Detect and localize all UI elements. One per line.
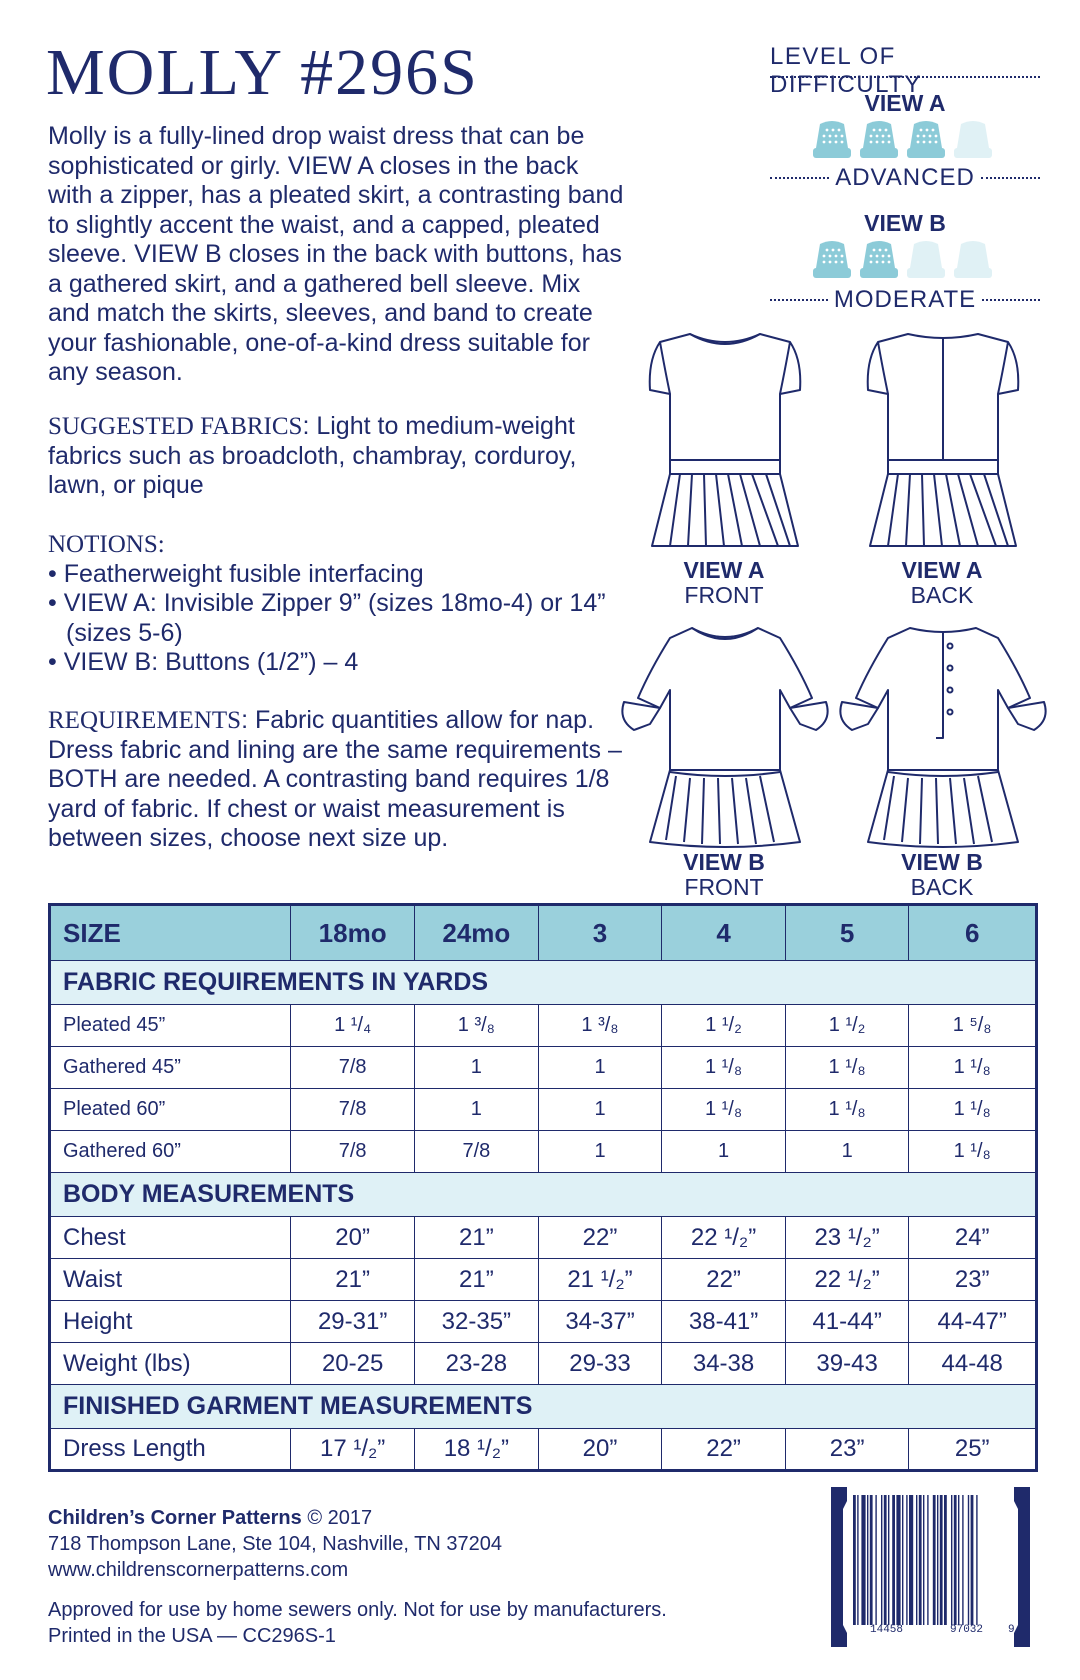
- view-b-back-caption: VIEW B BACK: [901, 849, 983, 900]
- table-header-row: [50, 905, 1037, 961]
- view-a-front-illustration: [630, 320, 820, 550]
- size-chart-table: [48, 903, 1038, 1472]
- table-cell: 22 ¹/₂”: [785, 1259, 909, 1301]
- requirements-text: : Fabric quantities allow for nap. Dress fabric and lining are the same requirements – BOTH are needed. A contrasting band requires 1/8 yard of fabric. If chest or waist measurement is between sizes, choose next size up.: [48, 706, 622, 852]
- table-cell: 29-31”: [291, 1301, 415, 1343]
- list-item: • VIEW A: Invisible Zipper 9” (sizes 18mo-4) or 14” (sizes 5-6): [48, 589, 606, 647]
- table-cell: 21”: [415, 1217, 539, 1259]
- table-cell: 41-44”: [785, 1301, 909, 1343]
- column-header: 6: [909, 905, 1037, 961]
- print-note: Printed in the USA — CC296S-1: [48, 1625, 336, 1647]
- thimble-filled-icon: [812, 238, 852, 285]
- view-b-level: [770, 286, 1040, 314]
- table-cell: 39-43: [785, 1343, 909, 1385]
- notions-list: [48, 560, 628, 678]
- table-cell: 38-41”: [662, 1301, 786, 1343]
- table-row: [50, 1047, 1037, 1089]
- table-cell: 21”: [291, 1259, 415, 1301]
- table-cell: 1: [538, 1047, 662, 1089]
- table-row: [50, 1301, 1037, 1343]
- table-row: [50, 1005, 1037, 1047]
- table-cell: 20”: [538, 1429, 662, 1471]
- row-label: Chest: [50, 1217, 291, 1259]
- table-cell: 22”: [538, 1217, 662, 1259]
- table-cell: 44-47”: [909, 1301, 1037, 1343]
- list-item: • VIEW B: Buttons (1/2”) – 4: [48, 648, 359, 676]
- suggested-fabrics: [48, 412, 628, 501]
- section-header-row: [50, 961, 1037, 1005]
- thimble-empty-icon: [906, 238, 946, 285]
- company-name: Children’s Corner Patterns: [48, 1507, 302, 1529]
- barcode-digit: 6: [837, 1624, 844, 1636]
- column-header: 5: [785, 905, 909, 961]
- table-cell: 1 ¹/₄: [291, 1005, 415, 1047]
- table-cell: 17 ¹/₂”: [291, 1429, 415, 1471]
- table-cell: 25”: [909, 1429, 1037, 1471]
- view-a-thimble-rating: [812, 118, 993, 165]
- table-cell: 7/8: [291, 1131, 415, 1173]
- row-label: Weight (lbs): [50, 1343, 291, 1385]
- table-cell: 21”: [415, 1259, 539, 1301]
- fabrics-text: : Light to medium-weight fabrics such as broadcloth, chambray, corduroy, lawn, or pique: [48, 412, 577, 499]
- column-header: SIZE: [50, 905, 291, 961]
- table-cell: 29-33: [538, 1343, 662, 1385]
- section-header-row: [50, 1385, 1037, 1429]
- section-title: FINISHED GARMENT MEASUREMENTS: [50, 1385, 1037, 1429]
- table-cell: 1 ³/₈: [538, 1005, 662, 1047]
- table-cell: 1 ¹/₈: [662, 1047, 786, 1089]
- table-cell: 1 ¹/₈: [909, 1089, 1037, 1131]
- company-website[interactable]: www.childrenscornerpatterns.com: [48, 1559, 349, 1581]
- section-title: BODY MEASUREMENTS: [50, 1173, 1037, 1217]
- table-cell: 1 ¹/₈: [662, 1089, 786, 1131]
- view-b-back-illustration: [838, 620, 1048, 850]
- list-item: • Featherweight fusible interfacing: [48, 559, 424, 588]
- table-cell: 1 ¹/₂: [785, 1005, 909, 1047]
- column-header: 24mo: [415, 905, 539, 961]
- section-title: FABRIC REQUIREMENTS IN YARDS: [50, 961, 1037, 1005]
- thimble-filled-icon: [859, 118, 899, 165]
- table-cell: 1 ³/₈: [415, 1005, 539, 1047]
- row-label: Gathered 45”: [50, 1047, 291, 1089]
- table-cell: 23-28: [415, 1343, 539, 1385]
- table-cell: 1: [785, 1131, 909, 1173]
- view-b-front-caption: VIEW B FRONT: [683, 849, 765, 900]
- company-address: 718 Thompson Lane, Ste 104, Nashville, TN 37204: [48, 1533, 503, 1555]
- requirements-heading: REQUIREMENTS: [48, 707, 242, 734]
- difficulty-title: LEVEL OF DIFFICULTY: [770, 43, 922, 98]
- table-cell: 23”: [909, 1259, 1037, 1301]
- table-cell: 7/8: [415, 1131, 539, 1173]
- column-header: 18mo: [291, 905, 415, 961]
- barcode: [823, 1487, 1038, 1647]
- row-label: Height: [50, 1301, 291, 1343]
- notions-section: [48, 530, 628, 678]
- thimble-filled-icon: [906, 118, 946, 165]
- row-label: Gathered 60”: [50, 1131, 291, 1173]
- publisher-footer: [48, 1505, 768, 1649]
- table-cell: 32-35”: [415, 1301, 539, 1343]
- view-a-back-caption: VIEW A BACK: [901, 557, 983, 608]
- table-cell: 20-25: [291, 1343, 415, 1385]
- table-row: [50, 1089, 1037, 1131]
- view-b-thimble-rating: [812, 238, 993, 285]
- table-row: [50, 1131, 1037, 1173]
- column-header: 4: [662, 905, 786, 961]
- fabrics-heading: SUGGESTED FABRICS: [48, 413, 303, 440]
- barcode-digits: 14458: [870, 1624, 904, 1636]
- divider: [770, 76, 1040, 78]
- table-cell: 22”: [662, 1259, 786, 1301]
- view-a-back-illustration: [848, 320, 1038, 550]
- table-cell: 20”: [291, 1217, 415, 1259]
- table-cell: 1 ⁵/₈: [909, 1005, 1037, 1047]
- table-cell: 34-38: [662, 1343, 786, 1385]
- row-label: Waist: [50, 1259, 291, 1301]
- table-cell: 23”: [785, 1429, 909, 1471]
- barcode-digit: 9: [1008, 1624, 1015, 1636]
- table-cell: 21 ¹/₂”: [538, 1259, 662, 1301]
- table-cell: 1 ¹/₈: [909, 1131, 1037, 1173]
- table-cell: 1: [538, 1131, 662, 1173]
- table-row: [50, 1259, 1037, 1301]
- thimble-filled-icon: [812, 118, 852, 165]
- table-cell: 1: [415, 1047, 539, 1089]
- company-line: [48, 1505, 768, 1531]
- table-row: [50, 1217, 1037, 1259]
- table-cell: 22”: [662, 1429, 786, 1471]
- pattern-title: MOLLY #296S: [46, 36, 479, 109]
- thimble-empty-icon: [953, 238, 993, 285]
- table-cell: 1 ¹/₂: [662, 1005, 786, 1047]
- view-a-difficulty-label: VIEW A: [864, 90, 946, 116]
- table-cell: 23 ¹/₂”: [785, 1217, 909, 1259]
- table-cell: 24”: [909, 1217, 1037, 1259]
- usage-note: Approved for use by home sewers only. Not for use by manufacturers.: [48, 1599, 667, 1621]
- view-b-difficulty-label: VIEW B: [864, 210, 946, 236]
- intro-paragraph: Molly is a fully-lined drop waist dress that can be sophisticated or girly. VIEW A closes in the back with a zipper, has a pleated skirt, a contrasting band to slightly accent the waist, and a capped, pleated sleeve. VIEW B closes in the back with buttons, has a gathered skirt, and a gathered bell sleeve. Mix and match the skirts, sleeves, and band to create your fashionable, one-of-a-kind dress suitable for any season.: [48, 122, 624, 386]
- copyright: © 2017: [301, 1507, 373, 1529]
- table-cell: 1: [538, 1089, 662, 1131]
- table-row: [50, 1343, 1037, 1385]
- table-cell: 1: [415, 1089, 539, 1131]
- column-header: 3: [538, 905, 662, 961]
- view-a-front-caption: VIEW A FRONT: [683, 557, 765, 608]
- table-row: [50, 1429, 1037, 1471]
- barcode-digits: 97032: [950, 1624, 984, 1636]
- row-label: Pleated 60”: [50, 1089, 291, 1131]
- table-cell: 44-48: [909, 1343, 1037, 1385]
- table-cell: 7/8: [291, 1047, 415, 1089]
- table-cell: 7/8: [291, 1089, 415, 1131]
- level-label: ADVANCED: [835, 164, 975, 191]
- thimble-empty-icon: [953, 118, 993, 165]
- thimble-filled-icon: [859, 238, 899, 285]
- table-cell: 1 ¹/₈: [785, 1089, 909, 1131]
- view-a-level: [770, 164, 1040, 192]
- table-cell: 22 ¹/₂”: [662, 1217, 786, 1259]
- view-b-front-illustration: [620, 620, 830, 850]
- notions-heading: NOTIONS:: [48, 531, 165, 558]
- table-cell: 1 ¹/₈: [785, 1047, 909, 1089]
- row-label: Pleated 45”: [50, 1005, 291, 1047]
- table-cell: 34-37”: [538, 1301, 662, 1343]
- row-label: Dress Length: [50, 1429, 291, 1471]
- level-label: MODERATE: [833, 286, 977, 313]
- table-cell: 1: [662, 1131, 786, 1173]
- section-header-row: [50, 1173, 1037, 1217]
- table-cell: 18 ¹/₂”: [415, 1429, 539, 1471]
- table-cell: 1 ¹/₈: [909, 1047, 1037, 1089]
- requirements-section: [48, 706, 628, 854]
